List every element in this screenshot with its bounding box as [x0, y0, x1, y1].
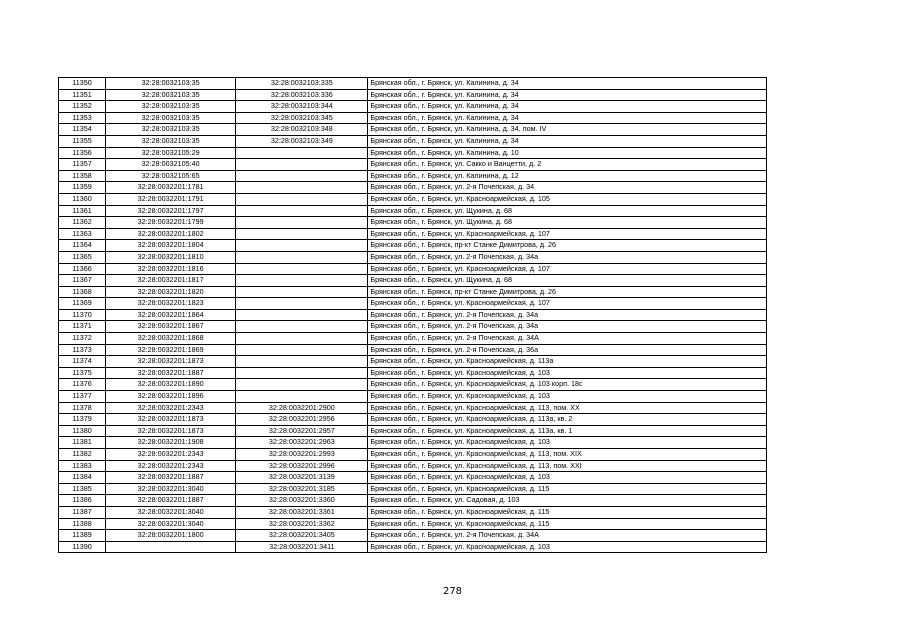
- row-number-cell: 11355: [59, 135, 106, 147]
- table-row: [59, 135, 767, 147]
- row-number-cell: 11382: [59, 449, 106, 461]
- address-cell: Брянская обл., г. Брянск, ул. Сакко и Ванцетти, д. 2: [368, 159, 767, 171]
- address-cell: Брянская обл., г. Брянск, ул. Красноармейская, д. 113, пом. XXI: [368, 460, 767, 472]
- table-row: [59, 298, 767, 310]
- object-cadastral-number-cell: [236, 205, 368, 217]
- parcel-cadastral-number-cell: 32:28:0032201:1820: [106, 286, 236, 298]
- table-row: [59, 275, 767, 287]
- row-number-cell: 11374: [59, 356, 106, 368]
- parcel-cadastral-number-cell: 32:28:0032201:1791: [106, 193, 236, 205]
- table-row: [59, 541, 767, 553]
- address-cell: Брянская обл., г. Брянск, ул. Щукина, д. 68: [368, 275, 767, 287]
- object-cadastral-number-cell: [236, 333, 368, 345]
- row-number-cell: 11377: [59, 391, 106, 403]
- table-row: [59, 449, 767, 461]
- table-row: [59, 101, 767, 113]
- parcel-cadastral-number-cell: 32:28:0032201:1799: [106, 217, 236, 229]
- parcel-cadastral-number-cell: 32:28:0032105:40: [106, 159, 236, 171]
- parcel-cadastral-number-cell: 32:28:0032105:65: [106, 170, 236, 182]
- cadastral-table-wrapper: [58, 77, 767, 553]
- address-cell: Брянская обл., г. Брянск, ул. 2-я Почепская, д. 34: [368, 182, 767, 194]
- object-cadastral-number-cell: [236, 356, 368, 368]
- object-cadastral-number-cell: [236, 240, 368, 252]
- row-number-cell: 11353: [59, 112, 106, 124]
- row-number-cell: 11390: [59, 541, 106, 553]
- parcel-cadastral-number-cell: 32:28:0032201:1797: [106, 205, 236, 217]
- parcel-cadastral-number-cell: 32:28:0032103:35: [106, 135, 236, 147]
- object-cadastral-number-cell: [236, 251, 368, 263]
- parcel-cadastral-number-cell: 32:28:0032201:1887: [106, 367, 236, 379]
- parcel-cadastral-number-cell: 32:28:0032201:1873: [106, 414, 236, 426]
- address-cell: Брянская обл., г. Брянск, ул. Калинина, д. 34: [368, 89, 767, 101]
- row-number-cell: 11381: [59, 437, 106, 449]
- parcel-cadastral-number-cell: 32:28:0032201:3040: [106, 518, 236, 530]
- table-row: [59, 147, 767, 159]
- object-cadastral-number-cell: [236, 275, 368, 287]
- table-row: [59, 124, 767, 136]
- row-number-cell: 11364: [59, 240, 106, 252]
- table-row: [59, 414, 767, 426]
- parcel-cadastral-number-cell: 32:28:0032201:1887: [106, 472, 236, 484]
- table-row: [59, 472, 767, 484]
- address-cell: Брянская обл., г. Брянск, ул. Калинина, д. 34, пом. IV: [368, 124, 767, 136]
- parcel-cadastral-number-cell: 32:28:0032201:1908: [106, 437, 236, 449]
- row-number-cell: 11366: [59, 263, 106, 275]
- object-cadastral-number-cell: 32:28:0032103:349: [236, 135, 368, 147]
- table-row: [59, 367, 767, 379]
- object-cadastral-number-cell: 32:28:0032201:3360: [236, 495, 368, 507]
- row-number-cell: 11350: [59, 78, 106, 90]
- object-cadastral-number-cell: 32:28:0032201:2956: [236, 414, 368, 426]
- table-row: [59, 286, 767, 298]
- row-number-cell: 11357: [59, 159, 106, 171]
- table-row: [59, 170, 767, 182]
- row-number-cell: 11378: [59, 402, 106, 414]
- cadastral-table: [58, 77, 767, 553]
- address-cell: Брянская обл., г. Брянск, ул. Красноармейская, д. 115: [368, 483, 767, 495]
- address-cell: Брянская обл., г. Брянск, ул. Щукина, д. 68: [368, 217, 767, 229]
- address-cell: Брянская обл., г. Брянск, ул. Калинина, д. 12: [368, 170, 767, 182]
- address-cell: Брянская обл., г. Брянск, ул. Красноармейская, д. 107: [368, 263, 767, 275]
- address-cell: Брянская обл., г. Брянск, ул. Садовая, д. 103: [368, 495, 767, 507]
- row-number-cell: 11385: [59, 483, 106, 495]
- parcel-cadastral-number-cell: 32:28:0032201:1823: [106, 298, 236, 310]
- table-row: [59, 391, 767, 403]
- address-cell: Брянская обл., г. Брянск, ул. Красноармейская, д. 115: [368, 518, 767, 530]
- object-cadastral-number-cell: 32:28:0032201:3405: [236, 530, 368, 542]
- object-cadastral-number-cell: [236, 170, 368, 182]
- parcel-cadastral-number-cell: 32:28:0032201:1810: [106, 251, 236, 263]
- table-row: [59, 228, 767, 240]
- table-row: [59, 89, 767, 101]
- row-number-cell: 11368: [59, 286, 106, 298]
- object-cadastral-number-cell: 32:28:0032103:344: [236, 101, 368, 113]
- address-cell: Брянская обл., г. Брянск, ул. 2-я Почепская, д. 34А: [368, 530, 767, 542]
- object-cadastral-number-cell: 32:28:0032103:348: [236, 124, 368, 136]
- address-cell: Брянская обл., г. Брянск, ул. Калинина, д. 34: [368, 135, 767, 147]
- row-number-cell: 11383: [59, 460, 106, 472]
- parcel-cadastral-number-cell: 32:28:0032201:1887: [106, 495, 236, 507]
- address-cell: Брянская обл., г. Брянск, ул. Красноармейская, д. 113, пом. XIX: [368, 449, 767, 461]
- row-number-cell: 11386: [59, 495, 106, 507]
- parcel-cadastral-number-cell: 32:28:0032201:2343: [106, 449, 236, 461]
- parcel-cadastral-number-cell: 32:28:0032201:1817: [106, 275, 236, 287]
- object-cadastral-number-cell: [236, 159, 368, 171]
- row-number-cell: 11356: [59, 147, 106, 159]
- row-number-cell: 11371: [59, 321, 106, 333]
- row-number-cell: 11363: [59, 228, 106, 240]
- object-cadastral-number-cell: [236, 217, 368, 229]
- parcel-cadastral-number-cell: 32:28:0032103:35: [106, 89, 236, 101]
- parcel-cadastral-number-cell: 32:28:0032201:2343: [106, 402, 236, 414]
- address-cell: Брянская обл., г. Брянск, ул. Красноармейская, д. 103 корп. 18с: [368, 379, 767, 391]
- table-row: [59, 460, 767, 472]
- object-cadastral-number-cell: 32:28:0032201:2996: [236, 460, 368, 472]
- address-cell: Брянская обл., г. Брянск, ул. Красноармейская, д. 105: [368, 193, 767, 205]
- row-number-cell: 11376: [59, 379, 106, 391]
- object-cadastral-number-cell: 32:28:0032201:3185: [236, 483, 368, 495]
- parcel-cadastral-number-cell: 32:28:0032201:1873: [106, 356, 236, 368]
- object-cadastral-number-cell: [236, 182, 368, 194]
- row-number-cell: 11373: [59, 344, 106, 356]
- page-number: 278: [442, 586, 463, 597]
- address-cell: Брянская обл., г. Брянск, ул. 2-я Почепская, д. 34а: [368, 309, 767, 321]
- object-cadastral-number-cell: [236, 147, 368, 159]
- parcel-cadastral-number-cell: 32:28:0032103:35: [106, 101, 236, 113]
- object-cadastral-number-cell: [236, 228, 368, 240]
- object-cadastral-number-cell: [236, 321, 368, 333]
- row-number-cell: 11379: [59, 414, 106, 426]
- table-row: [59, 193, 767, 205]
- table-row: [59, 483, 767, 495]
- table-row: [59, 263, 767, 275]
- table-row: [59, 251, 767, 263]
- row-number-cell: 11367: [59, 275, 106, 287]
- address-cell: Брянская обл., г. Брянск, ул. Красноармейская, д. 115: [368, 506, 767, 518]
- row-number-cell: 11361: [59, 205, 106, 217]
- address-cell: Брянская обл., г. Брянск, ул. Красноармейская, д. 103: [368, 472, 767, 484]
- parcel-cadastral-number-cell: 32:28:0032201:1890: [106, 379, 236, 391]
- object-cadastral-number-cell: 32:28:0032201:2957: [236, 425, 368, 437]
- address-cell: Брянская обл., г. Брянск, ул. Красноармейская, д. 103: [368, 391, 767, 403]
- table-row: [59, 506, 767, 518]
- table-body: [59, 78, 767, 553]
- table-row: [59, 159, 767, 171]
- parcel-cadastral-number-cell: 32:28:0032201:1816: [106, 263, 236, 275]
- object-cadastral-number-cell: [236, 367, 368, 379]
- parcel-cadastral-number-cell: 32:28:0032201:1804: [106, 240, 236, 252]
- table-row: [59, 182, 767, 194]
- parcel-cadastral-number-cell: 32:28:0032201:1869: [106, 344, 236, 356]
- object-cadastral-number-cell: 32:28:0032201:2993: [236, 449, 368, 461]
- address-cell: Брянская обл., г. Брянск, ул. Калинина, д. 10: [368, 147, 767, 159]
- table-row: [59, 240, 767, 252]
- address-cell: Брянская обл., г. Брянск, пр-кт Станке Димитрова, д. 26: [368, 286, 767, 298]
- row-number-cell: 11358: [59, 170, 106, 182]
- address-cell: Брянская обл., г. Брянск, ул. Красноармейская, д. 113, пом. XX: [368, 402, 767, 414]
- table-row: [59, 402, 767, 414]
- object-cadastral-number-cell: 32:28:0032103:335: [236, 78, 368, 90]
- object-cadastral-number-cell: [236, 263, 368, 275]
- row-number-cell: 11375: [59, 367, 106, 379]
- address-cell: Брянская обл., г. Брянск, ул. Красноармейская, д. 107: [368, 298, 767, 310]
- object-cadastral-number-cell: [236, 286, 368, 298]
- address-cell: Брянская обл., г. Брянск, ул. Щукина, д. 68: [368, 205, 767, 217]
- parcel-cadastral-number-cell: 32:28:0032201:1864: [106, 309, 236, 321]
- object-cadastral-number-cell: 32:28:0032201:3139: [236, 472, 368, 484]
- address-cell: Брянская обл., г. Брянск, ул. Красноармейская, д. 107: [368, 228, 767, 240]
- object-cadastral-number-cell: 32:28:0032201:2963: [236, 437, 368, 449]
- table-row: [59, 495, 767, 507]
- address-cell: Брянская обл., г. Брянск, ул. Калинина, д. 34: [368, 112, 767, 124]
- object-cadastral-number-cell: 32:28:0032103:345: [236, 112, 368, 124]
- parcel-cadastral-number-cell: 32:28:0032201:2343: [106, 460, 236, 472]
- parcel-cadastral-number-cell: 32:28:0032201:1800: [106, 530, 236, 542]
- parcel-cadastral-number-cell: 32:28:0032201:1781: [106, 182, 236, 194]
- table-row: [59, 78, 767, 90]
- address-cell: Брянская обл., г. Брянск, ул. Красноармейская, д. 113а: [368, 356, 767, 368]
- object-cadastral-number-cell: [236, 309, 368, 321]
- parcel-cadastral-number-cell: 32:28:0032201:1867: [106, 321, 236, 333]
- parcel-cadastral-number-cell: 32:28:0032103:35: [106, 112, 236, 124]
- table-row: [59, 530, 767, 542]
- parcel-cadastral-number-cell: 32:28:0032201:3040: [106, 506, 236, 518]
- object-cadastral-number-cell: [236, 391, 368, 403]
- address-cell: Брянская обл., г. Брянск, ул. Калинина, д. 34: [368, 78, 767, 90]
- address-cell: Брянская обл., г. Брянск, пр-кт Станке Димитрова, д. 26: [368, 240, 767, 252]
- row-number-cell: 11352: [59, 101, 106, 113]
- parcel-cadastral-number-cell: 32:28:0032201:1868: [106, 333, 236, 345]
- table-row: [59, 356, 767, 368]
- parcel-cadastral-number-cell: 32:28:0032201:1802: [106, 228, 236, 240]
- parcel-cadastral-number-cell: 32:28:0032103:35: [106, 78, 236, 90]
- address-cell: Брянская обл., г. Брянск, ул. Красноармейская, д. 103: [368, 367, 767, 379]
- address-cell: Брянская обл., г. Брянск, ул. Красноармейская, д. 103: [368, 541, 767, 553]
- row-number-cell: 11389: [59, 530, 106, 542]
- object-cadastral-number-cell: [236, 344, 368, 356]
- row-number-cell: 11354: [59, 124, 106, 136]
- object-cadastral-number-cell: 32:28:0032201:3362: [236, 518, 368, 530]
- row-number-cell: 11359: [59, 182, 106, 194]
- parcel-cadastral-number-cell: 32:28:0032103:35: [106, 124, 236, 136]
- row-number-cell: 11380: [59, 425, 106, 437]
- address-cell: Брянская обл., г. Брянск, ул. Красноармейская, д. 103: [368, 437, 767, 449]
- table-row: [59, 344, 767, 356]
- object-cadastral-number-cell: 32:28:0032201:3361: [236, 506, 368, 518]
- object-cadastral-number-cell: 32:28:0032201:3411: [236, 541, 368, 553]
- address-cell: Брянская обл., г. Брянск, ул. 2-я Почепская, д. 34А: [368, 333, 767, 345]
- object-cadastral-number-cell: [236, 193, 368, 205]
- table-row: [59, 217, 767, 229]
- row-number-cell: 11362: [59, 217, 106, 229]
- address-cell: Брянская обл., г. Брянск, ул. 2-я Почепская, д. 34а: [368, 321, 767, 333]
- object-cadastral-number-cell: 32:28:0032201:2900: [236, 402, 368, 414]
- table-row: [59, 437, 767, 449]
- parcel-cadastral-number-cell: 32:28:0032105:29: [106, 147, 236, 159]
- row-number-cell: 11372: [59, 333, 106, 345]
- address-cell: Брянская обл., г. Брянск, ул. Красноармейская, д. 113а, кв. 1: [368, 425, 767, 437]
- object-cadastral-number-cell: 32:28:0032103:336: [236, 89, 368, 101]
- parcel-cadastral-number-cell: 32:28:0032201:1896: [106, 391, 236, 403]
- parcel-cadastral-number-cell: 32:28:0032201:3040: [106, 483, 236, 495]
- address-cell: Брянская обл., г. Брянск, ул. 2-я Почепская, д. 34а: [368, 251, 767, 263]
- row-number-cell: 11384: [59, 472, 106, 484]
- table-row: [59, 309, 767, 321]
- row-number-cell: 11369: [59, 298, 106, 310]
- row-number-cell: 11388: [59, 518, 106, 530]
- table-row: [59, 518, 767, 530]
- object-cadastral-number-cell: [236, 379, 368, 391]
- table-row: [59, 205, 767, 217]
- row-number-cell: 11351: [59, 89, 106, 101]
- row-number-cell: 11365: [59, 251, 106, 263]
- object-cadastral-number-cell: [236, 298, 368, 310]
- table-row: [59, 379, 767, 391]
- table-row: [59, 425, 767, 437]
- table-row: [59, 321, 767, 333]
- address-cell: Брянская обл., г. Брянск, ул. 2-я Почепская, д. 36а: [368, 344, 767, 356]
- table-row: [59, 112, 767, 124]
- row-number-cell: 11387: [59, 506, 106, 518]
- address-cell: Брянская обл., г. Брянск, ул. Калинина, д. 34: [368, 101, 767, 113]
- table-row: [59, 333, 767, 345]
- parcel-cadastral-number-cell: 32:28:0032201:1873: [106, 425, 236, 437]
- address-cell: Брянская обл., г. Брянск, ул. Красноармейская, д. 113а, кв. 2: [368, 414, 767, 426]
- row-number-cell: 11370: [59, 309, 106, 321]
- row-number-cell: 11360: [59, 193, 106, 205]
- parcel-cadastral-number-cell: [106, 541, 236, 553]
